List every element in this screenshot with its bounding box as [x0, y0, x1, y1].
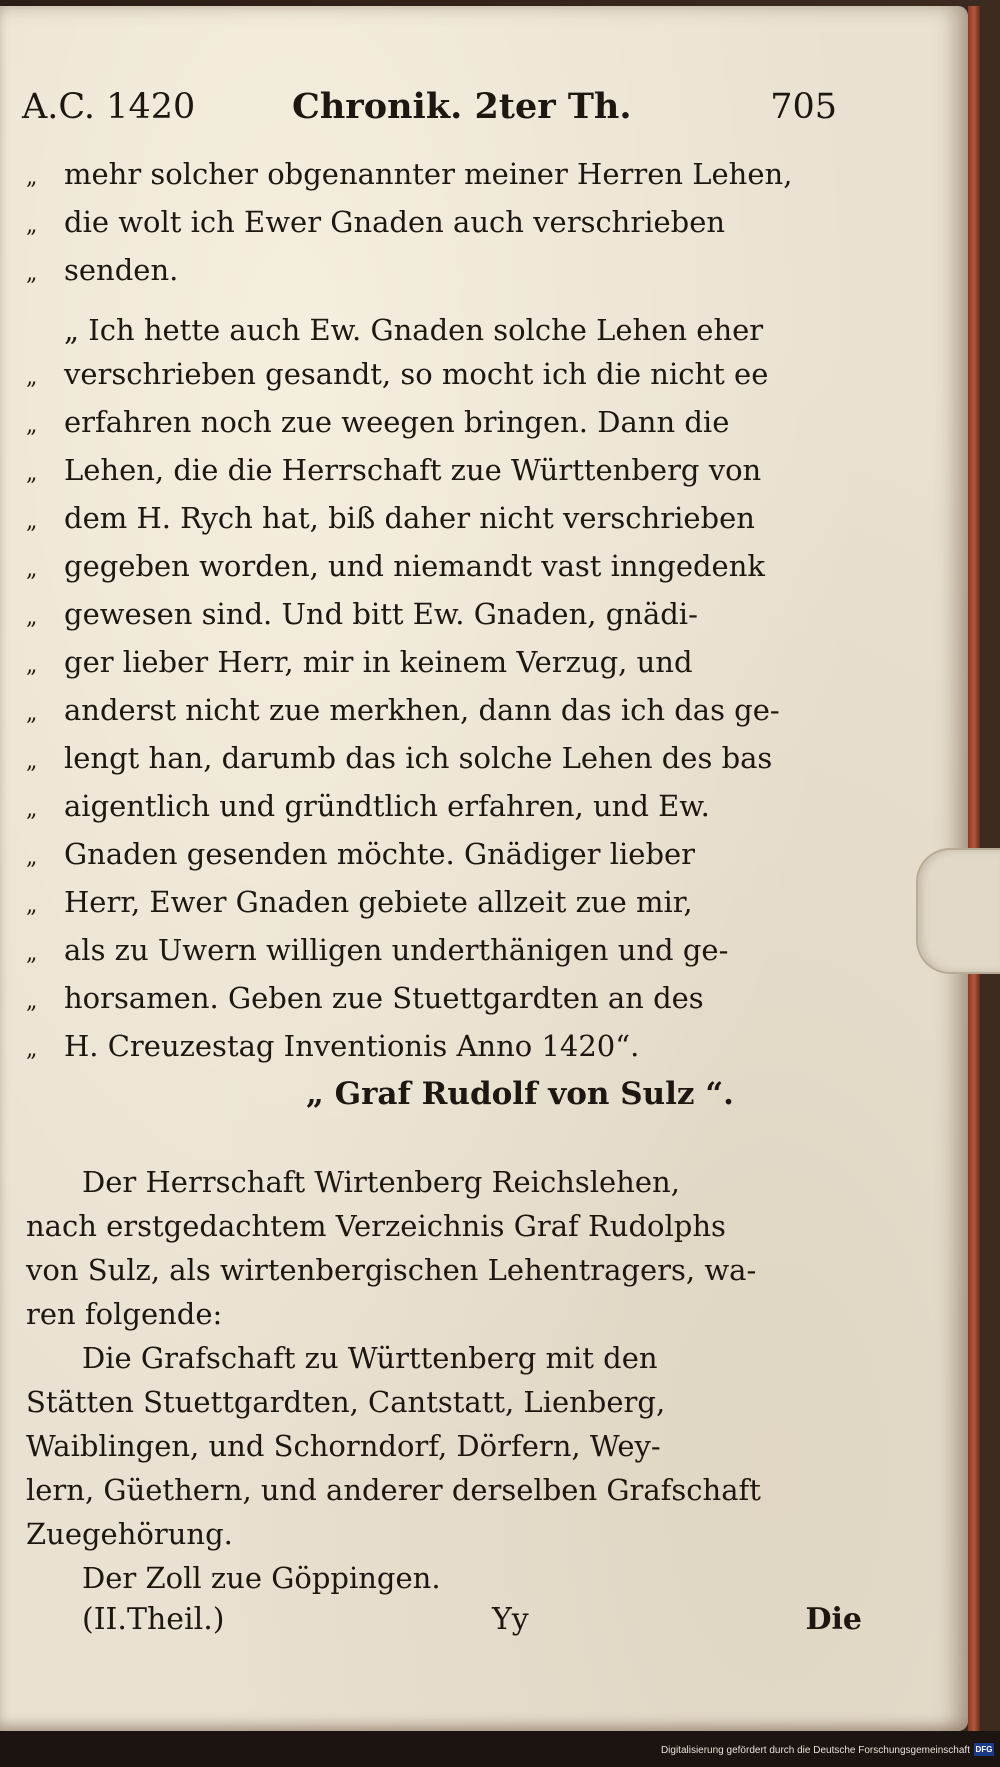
- letter-line: [26, 928, 846, 976]
- letter-text: Gnaden gesenden möchte. Gnädiger lieber: [64, 837, 696, 871]
- list-line: Stätten Stuettgardten, Cantstatt, Lienberg,: [26, 1385, 666, 1419]
- quote-mark: „: [26, 845, 38, 870]
- running-header: [22, 82, 837, 132]
- letter-text: verschrieben gesandt, so mocht ich die nicht ee: [64, 357, 769, 391]
- letter-line: [26, 200, 846, 248]
- paragraph-line: nach erstgedachtem Verzeichnis Graf Rudolphs: [26, 1209, 726, 1243]
- quote-mark: „: [26, 749, 38, 774]
- page-body: [26, 152, 846, 1600]
- letter-line: [26, 736, 846, 784]
- paragraph-line: von Sulz, als wirtenbergischen Lehentragers, wa-: [26, 1253, 757, 1287]
- page-number: 705: [770, 87, 837, 127]
- letter-line: [26, 784, 846, 832]
- quote-mark: „: [26, 461, 38, 486]
- letter-signature: „ Graf Rudolf von Sulz “.: [306, 1076, 734, 1112]
- letter-text: aigentlich und gründtlich erfahren, und Ew.: [64, 789, 710, 823]
- quote-mark: „: [26, 701, 38, 726]
- quote-mark: „: [26, 893, 38, 918]
- letter-line: [26, 308, 846, 352]
- letter-text: Lehen, die die Herrschaft zue Württenberg von: [64, 453, 762, 487]
- catchword: Die: [805, 1602, 862, 1637]
- list-line: lern, Güethern, und anderer derselben Grafschaft: [26, 1473, 761, 1507]
- quote-mark: „: [26, 365, 38, 390]
- letter-text: mehr solcher obgenannter meiner Herren Lehen,: [64, 157, 793, 191]
- letter-line: [26, 688, 846, 736]
- header-year: A.C. 1420: [22, 87, 196, 127]
- letter-line: [26, 976, 846, 1024]
- letter-line: [26, 248, 846, 296]
- letter-text: erfahren noch zue weegen bringen. Dann die: [64, 405, 730, 439]
- list-line: Zuegehörung.: [26, 1517, 233, 1551]
- letter-line: [26, 152, 846, 200]
- letter-line: [26, 832, 846, 880]
- quote-mark: „: [26, 941, 38, 966]
- letter-text: „ Ich hette auch Ew. Gnaden solche Lehen eher: [64, 313, 764, 347]
- letter-text: ger lieber Herr, mir in keinem Verzug, und: [64, 645, 693, 679]
- letter-line: [26, 880, 846, 928]
- letter-line: [26, 1024, 846, 1072]
- quote-mark: „: [26, 653, 38, 678]
- letter-line: [26, 544, 846, 592]
- letter-text: die wolt ich Ewer Gnaden auch verschrieben: [64, 205, 726, 239]
- quote-mark: „: [26, 1037, 38, 1062]
- header-title: Chronik. 2ter Th.: [292, 86, 632, 127]
- quote-mark: „: [26, 797, 38, 822]
- volume-mark: (II.Theil.): [82, 1602, 225, 1637]
- page-tab: [916, 848, 1000, 974]
- letter-line: [26, 640, 846, 688]
- list-line: Die Grafschaft zu Württenberg mit den: [82, 1341, 658, 1375]
- signature-mark: Yy: [492, 1602, 529, 1637]
- letter-text: anderst nicht zue merkhen, dann das ich das ge-: [64, 693, 780, 727]
- catchline: [82, 1595, 862, 1645]
- letter-text: Herr, Ewer Gnaden gebiete allzeit zue mir,: [64, 885, 693, 919]
- paragraph-line: Der Herrschaft Wirtenberg Reichslehen,: [82, 1165, 680, 1199]
- quote-mark: „: [26, 605, 38, 630]
- letter-text: als zu Uwern willigen underthänigen und ge-: [64, 933, 729, 967]
- quote-mark: „: [26, 261, 38, 286]
- list-line: Waiblingen, und Schorndorf, Dörfern, Wey-: [26, 1429, 661, 1463]
- quote-mark: „: [26, 165, 38, 190]
- letter-line: [26, 592, 846, 640]
- letter-text: gegeben worden, und niemandt vast inngedenk: [64, 549, 765, 583]
- last-line: Der Zoll zue Göppingen.: [82, 1561, 441, 1595]
- letter-text: H. Creuzestag Inventionis Anno 1420“.: [64, 1029, 640, 1063]
- letter-line: [26, 352, 846, 400]
- quote-mark: „: [26, 557, 38, 582]
- letter-text: lengt han, darumb das ich solche Lehen des bas: [64, 741, 773, 775]
- quote-mark: „: [26, 509, 38, 534]
- footer-credit: Digitalisierung gefördert durch die Deutsche Forschungsgemeinschaft: [660, 1745, 970, 1756]
- letter-line: [26, 400, 846, 448]
- quote-mark: „: [26, 989, 38, 1014]
- quote-mark: „: [26, 213, 38, 238]
- letter-text: senden.: [64, 253, 179, 287]
- letter-line: [26, 496, 846, 544]
- paragraph-line: ren folgende:: [26, 1297, 223, 1331]
- letter-line: [26, 448, 846, 496]
- letter-text: dem H. Rych hat, biß daher nicht verschrieben: [64, 501, 755, 535]
- dfg-logo-icon: DFG: [975, 1745, 993, 1754]
- letter-text: horsamen. Geben zue Stuettgardten an des: [64, 981, 704, 1015]
- letter-text: gewesen sind. Und bitt Ew. Gnaden, gnädi-: [64, 597, 698, 631]
- quote-mark: „: [26, 413, 38, 438]
